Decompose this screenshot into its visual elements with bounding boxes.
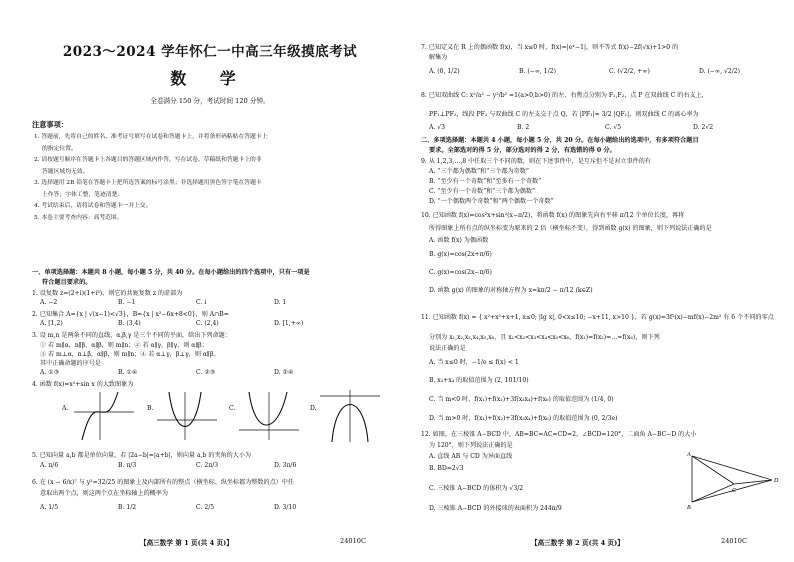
question-10-cont: 所得图象上所有点的纵坐标变为原来的 2 倍（横坐标不变），得到函数 g(x) 的图象，则下列说法正确的是 <box>429 225 712 232</box>
page-footer: 【高三数学 第 2 页(共 4 页)】 <box>531 539 624 547</box>
vertex-c-label: C <box>732 488 737 494</box>
question-12-option-d: D. 三棱锥 A−BCD 的外接球的表面积为 244π/9 <box>429 505 562 512</box>
section-2-heading-cont: 要求。全部选对的得 5 分，部分选对的得 2 分，有选错的得 0 分。 <box>429 147 616 154</box>
notice-line: 2. 请按题号顺序在答题卡上各题目的答题区域内作答，写在试卷、草稿纸和答题卡上的非 <box>34 157 262 163</box>
option-a: A. ①③ <box>40 369 60 376</box>
question-11-option-b: B. x₃+x₄ 的取值范围为 (2, 101/10) <box>429 377 529 384</box>
option-c: C. ②③ <box>196 369 216 376</box>
vertex-b-label: B <box>687 505 691 510</box>
question-7-options <box>429 68 789 75</box>
notice-line: 5. 本卷主要考查内容：高考范围。 <box>34 214 123 221</box>
question-7-cont: 解集为 <box>429 54 448 61</box>
question-10-option-b: B. g(x)=cos(2x+π/6) <box>429 251 492 258</box>
option-c: C. (2,4) <box>196 320 219 327</box>
question-12: 12. 如图，在三棱锥 A−BCD 中，AB=BC=AC=CD=2，∠BCD=120°，二面角 A−BC−D 的大小 <box>421 431 697 438</box>
option-a: A. [1,2) <box>40 320 63 327</box>
option-c: C. i <box>196 299 207 306</box>
question-10-option-a: A. 函数 f(x) 为偶函数 <box>429 237 489 244</box>
question-5-options <box>40 462 352 469</box>
option-b: B. π/3 <box>118 462 137 469</box>
option-d: D. 2√2 <box>693 124 714 131</box>
exam-title: 2023～2024 学年怀仁一中高三年级摸底考试 <box>62 44 358 60</box>
exam-info: 全卷满分 150 分，考试时间 120 分钟。 <box>150 97 270 105</box>
question-11-cont-2: 说法正确的是 <box>429 345 466 352</box>
question-11-option-c: C. 当 m<0 时，f(x₁)+f(x₂)+3f(x₃x₄)+f(x₆) 的取值范围为 (1/4, 0) <box>429 396 614 403</box>
option-c: C. 2π/3 <box>196 462 219 469</box>
option-b: B. 2 <box>517 124 530 131</box>
section-1-heading-cont: 符合题目要求的。 <box>42 279 92 286</box>
question-1: 1. 设复数 z=(2+i)(1+i³)，则它的共轭复数 z 的虚部为 <box>32 290 183 297</box>
option-b: B. ①④ <box>118 369 138 376</box>
question-2: 2. 已知集合 A={x | √(x−1)<√3}，B={x | x²−6x+8<0}，则 A∩B= <box>32 311 229 318</box>
option-a: A. (0, 1/2) <box>429 68 460 75</box>
question-11-cont: 分别为 x₁,x₂,x₃,x₄,x₅,x₆，且 x₁<x₂<x₃<x₄<x₅<x₆，f(x₁)=f(x₂)=…=f(x₆)，则下列 <box>429 334 660 341</box>
paper-code: 24010C <box>721 537 748 545</box>
notice-line: 上作答；字体工整，笔迹清楚。 <box>42 191 124 198</box>
question-8-cont: PF₁⊥PF₂，线段 PF₁ 与双曲线 C 的左支交于点 Q，若 |PF₁|= 3/2 |QF₁|，则双曲线 C 的离心率为 <box>429 111 699 118</box>
question-6-cont: 意取出两个点，则这两个点在坐标轴上的概率为 <box>40 490 168 497</box>
subject-title: 数 学 <box>170 69 250 88</box>
question-11: 11. 已知函数 f(x) = { x²+x²+x+1, x≤0; |lg x|, 0<x≤10; −x+11, x>10 }，若 g(x)=3f²(x)−mf(x)−2m² 有 6 个不同的零点 <box>421 314 774 321</box>
question-3-statement: ① 若 m∥α，n∥β，α∥β，则 m∥n；② 若 α∥γ，β∥γ，则 α∥β； <box>40 342 208 349</box>
question-3-statement: 其中正确命题的序号是 <box>40 360 101 367</box>
notice-line: 的指定位置。 <box>42 145 77 152</box>
notice-list <box>34 132 384 224</box>
question-9: 9. 从 1,2,3,…,8 中任取三个不同的数，则在下述事件中，是互斥但不是对立事件的有 <box>421 158 651 165</box>
option-b: B. (3,4) <box>118 320 141 327</box>
question-3-statement: ③ 若 m⊥α，n⊥β，α∥β，则 m∥n；④ 若 α⊥γ，β⊥γ，则 α∥β。 <box>40 351 220 358</box>
option-c: C. √5 <box>605 124 622 131</box>
graph-b-label: B. <box>147 405 154 412</box>
section-1-heading: 一、单项选择题：本题共 8 小题，每小题 5 分，共 40 分。在每小题给出的四个选项中，只有一项是 <box>32 269 310 276</box>
graph-c <box>237 390 301 442</box>
question-7: 7. 已知定义在 R 上的偶函数 f(x)，当 x≤0 时，f(x)=|eˣ−1|，则不等式 f(x)−2f(√x)+1>0 的 <box>421 44 679 51</box>
question-9-option-c: C. “至少有一个奇数”和“三个都为偶数” <box>429 188 536 195</box>
option-b: B. (−∞, 1/2) <box>519 68 556 75</box>
question-10-option-c: C. g(x)=cos(2x−π/6) <box>429 269 492 276</box>
graph-d <box>318 388 382 444</box>
notice-line: 1. 答题前，先将自己的姓名、准考证号填写在试卷和答题卡上，并将条形码粘贴在答题卡上 <box>34 134 268 140</box>
question-12-cont: 为 120°，则下列说法正确的是 <box>429 442 513 449</box>
question-5: 5. 已知向量 a,b 都是单位向量，若 |2a−b|=|a+b|，则向量 a,b 的夹角的大小为 <box>32 452 252 459</box>
option-b: B. −1 <box>118 299 136 306</box>
question-11-option-d: D. 当 m>0 时，f(x₁)+f(x₂)+3f(x₃x₄)+f(x₆) 的取值范围为 (0, 2/3e) <box>429 415 618 422</box>
question-12-option-b: B. BD=2√3 <box>429 465 464 472</box>
question-12-option-c: C. 三棱锥 A−BCD 的体积为 √3/2 <box>429 485 524 492</box>
question-9-option-d: D. “一个偶数两个奇数”和“两个偶数一个奇数” <box>429 198 554 205</box>
option-b: B. 1/2 <box>118 504 137 511</box>
question-6-options <box>40 504 352 511</box>
option-a: A. √3 <box>429 124 446 131</box>
option-d: D. 3π/6 <box>274 462 297 469</box>
question-8: 8. 已知双曲线 C: x²/a² − y²/b² =1(a>0,b>0) 的左、右焦点分别为 F₁,F₂，点 P 在双曲线 C 的右支上， <box>421 92 708 99</box>
vertex-d-label: D <box>774 478 779 484</box>
option-d: D. 3/10 <box>274 504 297 511</box>
notice-line: 3. 选择题用 2B 铅笔在答题卡上把所选答案的标号涂黑；非选择题用黑色签字笔在答题卡 <box>34 180 262 186</box>
question-11-option-a: A. 当 x≤0 时，−1/e ≤ f(x) < 1 <box>429 359 519 366</box>
option-c: C. 2/5 <box>196 504 215 511</box>
notice-heading: 注意事项： <box>32 120 68 129</box>
option-c: C. (√2/2, +∞) <box>609 68 650 75</box>
section-2-heading: 二、多项选择题：本题共 4 小题，每小题 5 分，共 20 分。在每小题给出的选项中，有多项符合题目 <box>421 137 699 144</box>
graph-b <box>155 390 219 442</box>
question-3-options <box>40 369 352 376</box>
graph-a-label: A. <box>62 405 69 412</box>
graph-d-label: D. <box>310 405 317 412</box>
question-9-option-b: B. “至少有一个奇数”和“至多有一个奇数” <box>429 178 542 185</box>
question-10-option-d: D. 函数 g(x) 的图象的对称轴方程为 x=kπ/2 − π/12 (k∈Z) <box>429 287 593 294</box>
question-2-options <box>40 320 352 327</box>
question-12-option-a: A. 直线 AB 与 CD 为异面直线 <box>429 453 513 460</box>
option-d: D. 1 <box>274 299 287 306</box>
option-a: A. π/6 <box>40 462 59 469</box>
vertex-a-label: A <box>687 452 691 458</box>
option-d: D. [1,+∞) <box>274 320 304 327</box>
tetrahedron-figure <box>682 450 782 510</box>
paper-code: 24010C <box>340 537 367 545</box>
question-3: 3. 设 m,n 是两条不同的直线，α,β,γ 是三个不同的平面，给出下列命题： <box>32 332 231 339</box>
question-9-option-a: A. “三个都为偶数”和“三个都为奇数” <box>429 168 529 175</box>
question-1-options <box>40 299 352 306</box>
graph-c-label: C. <box>229 405 236 412</box>
question-8-options <box>429 124 781 131</box>
question-6: 6. 在 (x − 6/x)⁷ 与 y²=32/25 的图象上及内部所有的整点（横坐标、纵坐标都为整数的点）中任 <box>32 479 294 486</box>
notice-line: 答题区域均无效。 <box>42 168 89 175</box>
option-d: D. (−∞, √2/2) <box>699 68 741 75</box>
notice-line: 4. 考试结束后，请将试卷和答题卡一并上交。 <box>34 203 152 209</box>
option-a: A. 1/5 <box>40 504 59 511</box>
option-d: D. ②④ <box>274 369 294 376</box>
graph-a <box>72 390 136 442</box>
exam-page-2 <box>397 0 794 562</box>
option-a: A. −2 <box>40 299 58 306</box>
question-10: 10. 已知函数 f(x)=cos²x+sin²(x−π/2)，将函数 f(x) 的图象先向右平移 π/12 个单位长度，再将 <box>421 212 685 219</box>
question-4: 4. 函数 f(x)=x²+sin x 的大致图象为 <box>32 381 134 388</box>
page-footer: 【高三数学 第 1 页(共 4 页)】 <box>140 539 233 547</box>
